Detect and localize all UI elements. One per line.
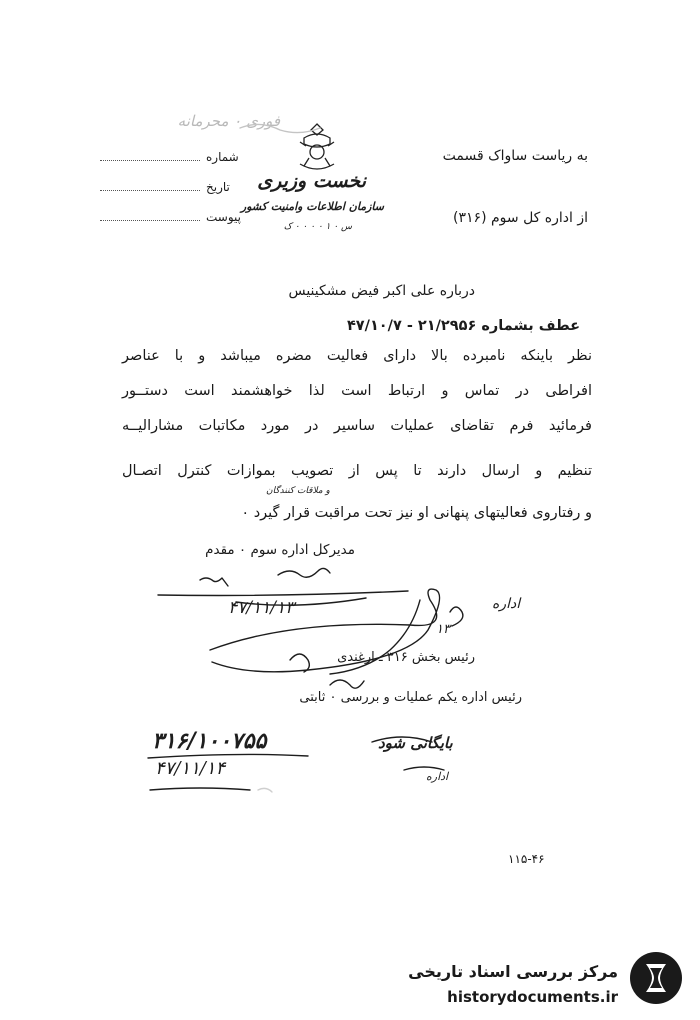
handwritten-archive-note: بایگانی شود <box>378 734 453 752</box>
body-line-2: افراطی در تماس و ارتباط است لذا خواهشمند است دستــور <box>122 383 592 399</box>
recipient-line: به ریاست ساواک قسمت <box>442 148 588 164</box>
body-line-1: نظر باینکه نامبرده بالا دارای فعالیت مضره میباشد و با عناصر <box>122 348 592 364</box>
office-head-signature-label: رئیس اداره یکم عملیات و بررسی ۰ ثابتی <box>299 690 522 705</box>
handwritten-ref-number: ۳۱۶/۱۰۰۷۵۵ <box>152 728 267 754</box>
sender-line: از اداره کل سوم (۳۱۶) <box>453 210 588 226</box>
date-field-label: تاریخ <box>206 180 230 194</box>
body-line-3: فرمائید فرم تقاضای عملیات ساسیر در مورد مکاتبات مشارالیــه <box>122 418 592 434</box>
body-line-5: و رفتاروی فعالیتهای پنهانی او نیز تحت مراقبت قرار گیرد ۰ <box>241 505 592 521</box>
interlinear-note: و ملاقات کنندگان <box>266 486 330 496</box>
handwritten-mark-4: اداره <box>426 770 449 783</box>
handwritten-mark-2: اداره <box>492 596 521 612</box>
handwritten-date-1: ۴۷/۱۱/۱۳ <box>228 598 295 618</box>
faint-header-text: فوری ۰ محرمانه <box>177 112 280 130</box>
handwritten-date-2: ۴۷/۱۱/۱۴ <box>155 758 226 779</box>
director-signature-scribble <box>278 568 330 577</box>
emblem-title: نخست وزیری <box>257 170 366 192</box>
subject-line: درباره علی اکبر فیض مشکینیس <box>288 283 475 299</box>
attachment-field-label: پیوست <box>206 210 241 224</box>
section-head-signature-label: رئیس بخش ۳۱۶ ـ ارغندی <box>337 650 475 665</box>
emblem-note: س ۰ ۱ ۰ ۰ ۰ ۰ ک <box>283 222 352 232</box>
archive-name: مرکز بررسی اسناد تاریخی <box>408 962 618 981</box>
file-number: ۱۱۵-۴۶ <box>508 852 545 866</box>
reference-line: عطف بشماره ۲۱/۲۹۵۶ - ۴۷/۱۰/۷ <box>346 318 580 334</box>
number-field-label: شماره <box>206 150 239 164</box>
archive-logo-icon <box>628 950 684 1006</box>
body-line-4: تنظیم و ارسال دارند تا پس از تصویب بموازات کنترل اتصـال <box>122 463 592 479</box>
central-swoosh-signature <box>210 589 440 672</box>
archive-url: historydocuments.ir <box>447 988 618 1006</box>
director-signature-label: مدیرکل اداره سوم ۰ مقدم <box>205 542 355 558</box>
emblem-org: سازمان اطلاعات وامنیت کشور <box>240 200 384 213</box>
handwritten-mark-1: ۱۳ <box>436 622 450 637</box>
